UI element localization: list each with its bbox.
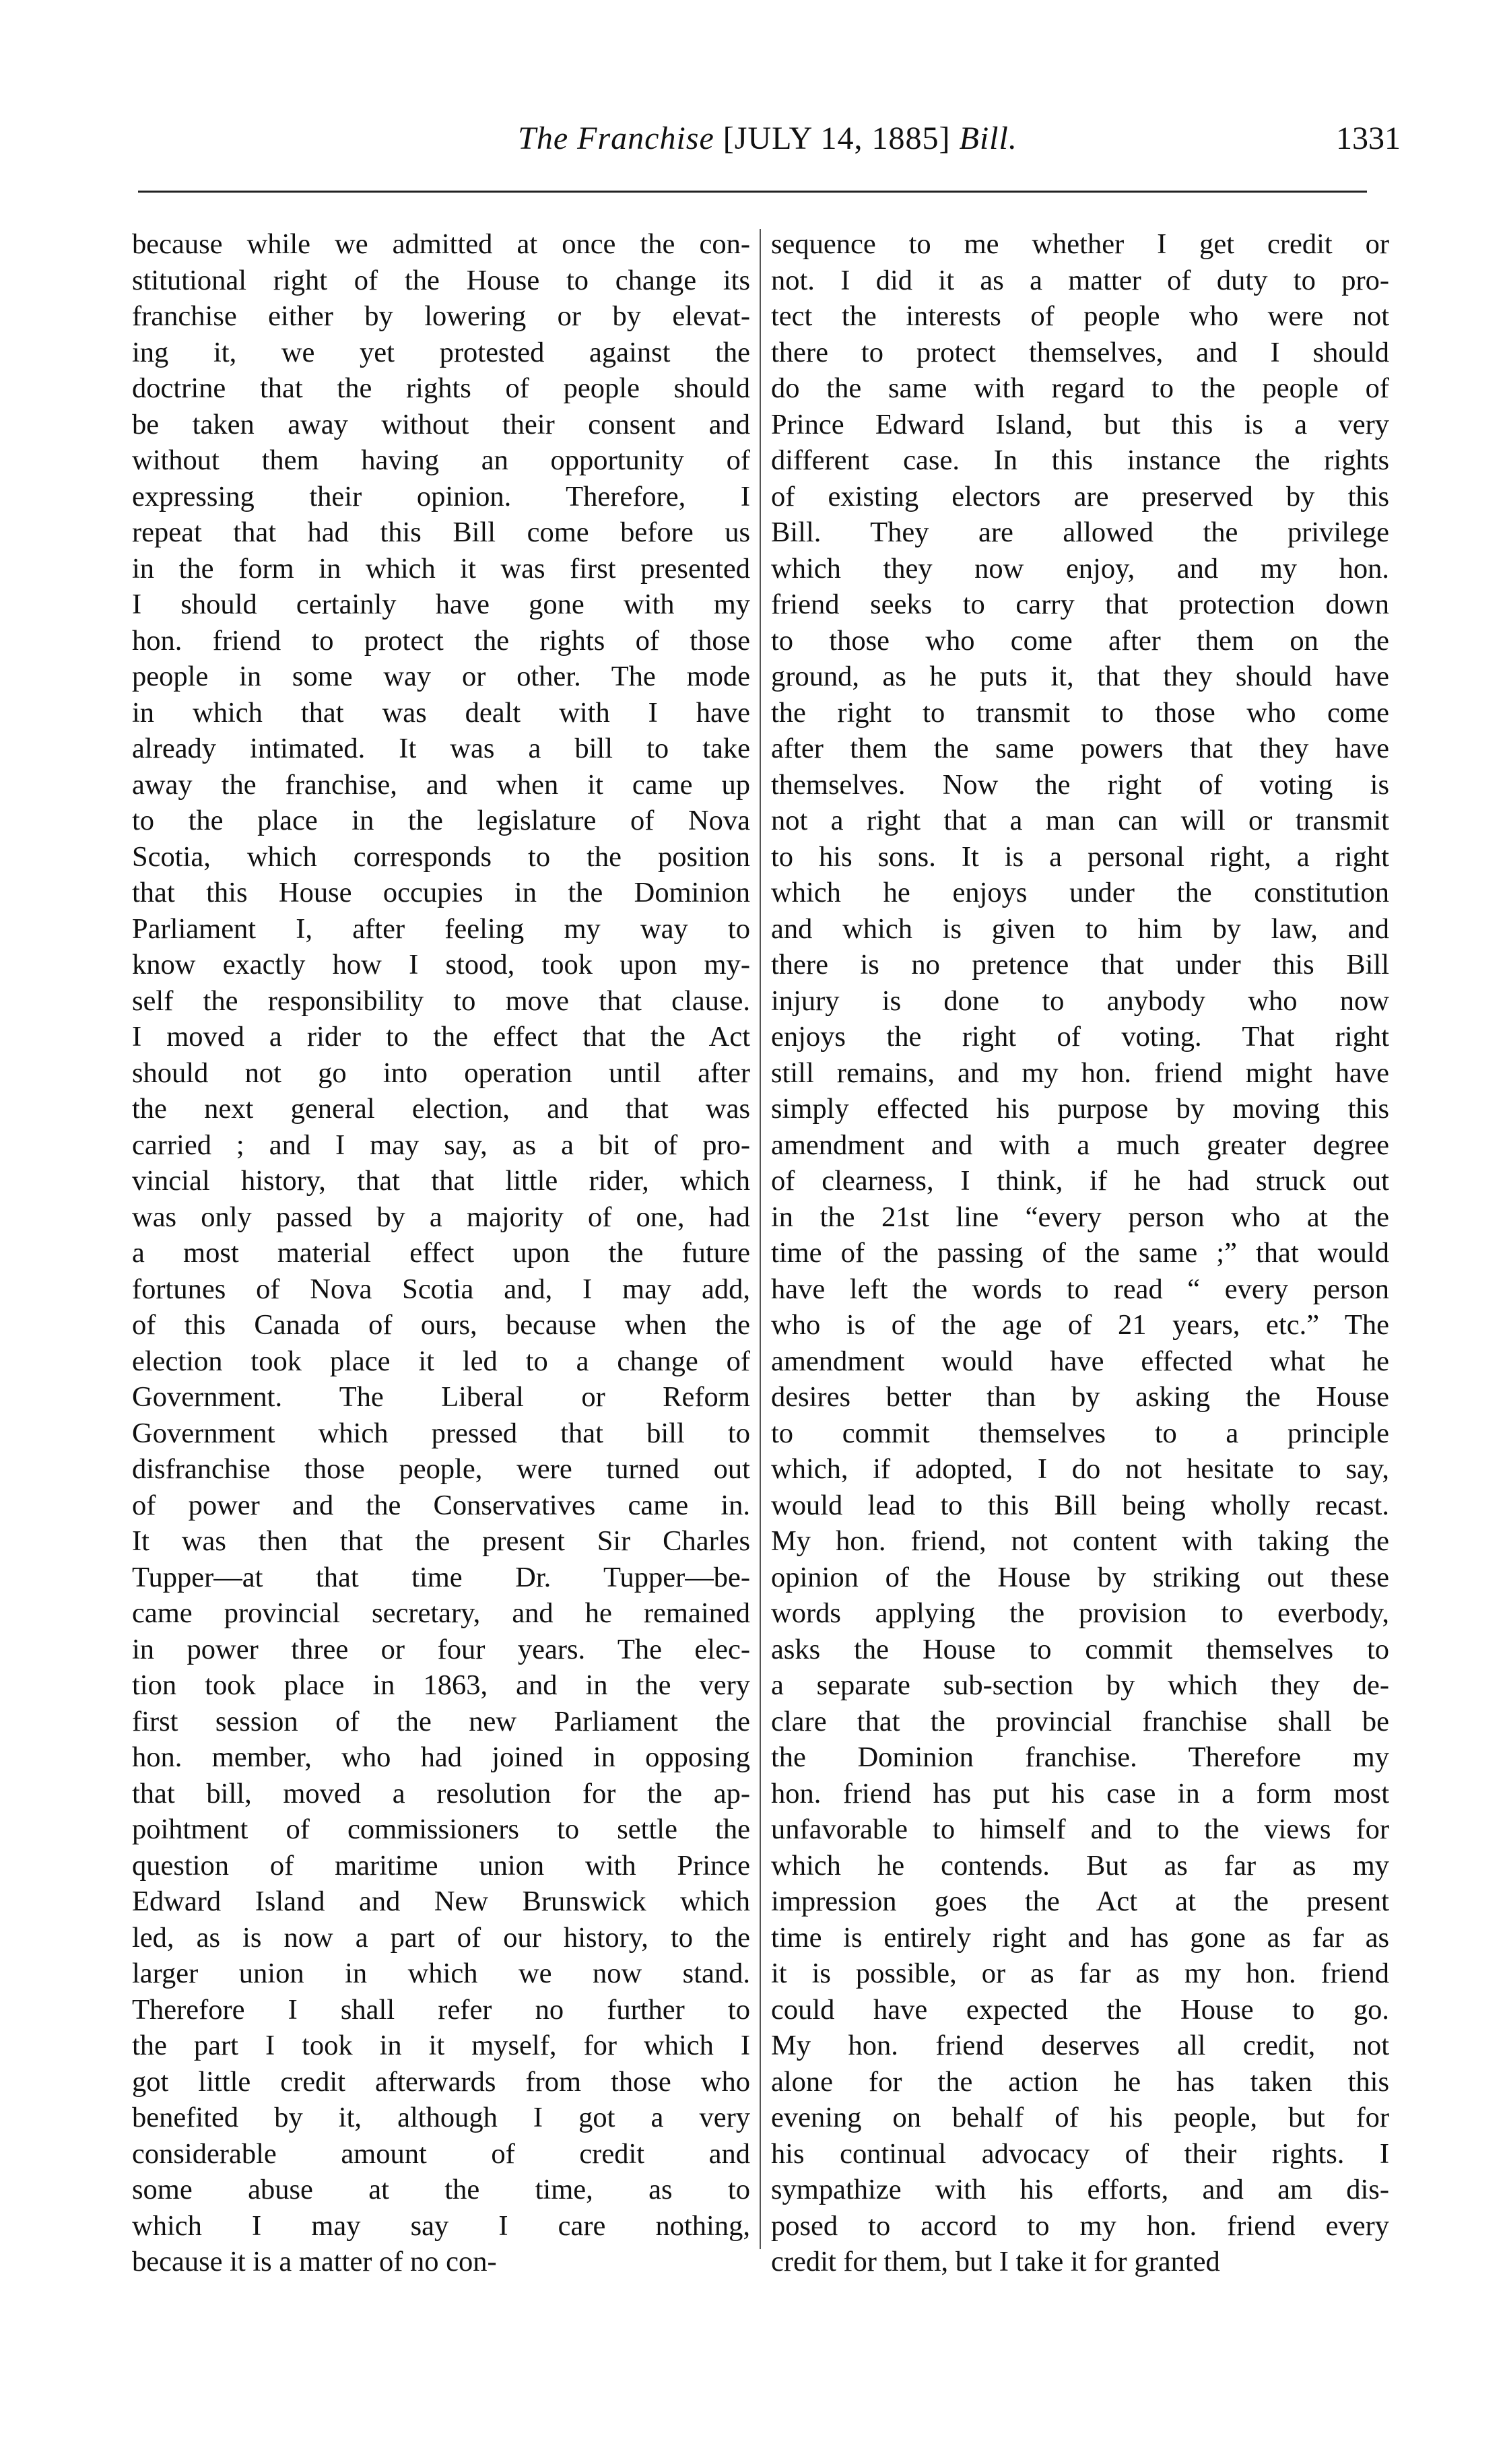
left-column-line: disfranchise those people, were turned out — [132, 1453, 750, 1485]
left-column-line: Edward Island and New Brunswick which — [132, 1886, 750, 1917]
right-column-line: desires better than by asking the House — [771, 1381, 1389, 1413]
right-column-line: still remains, and my hon. friend might have — [771, 1057, 1389, 1089]
left-column-line: It was then that the present Sir Charles — [132, 1525, 750, 1557]
left-column-line: fortunes of Nova Scotia and, I may add, — [132, 1273, 750, 1305]
right-column-line: would lead to this Bill being wholly recast. — [771, 1489, 1389, 1521]
left-column-line: election took place it led to a change of — [132, 1345, 750, 1377]
left-column-line: Government. The Liberal or Reform — [132, 1381, 750, 1413]
right-column-line: there is no pretence that under this Bill — [771, 949, 1389, 980]
column-divider — [760, 229, 761, 2249]
left-column-line: doctrine that the rights of people should — [132, 372, 750, 404]
left-column-line: led, as is now a part of our history, to the — [132, 1921, 750, 1954]
left-column-line: considerable amount of credit and — [132, 2137, 750, 2170]
left-column-line: that bill, moved a resolution for the ap- — [132, 1777, 750, 1809]
left-column-line: stitutional right of the House to change its — [132, 264, 750, 296]
right-column-line: injury is done to anybody who now — [771, 985, 1389, 1017]
left-column-line: in which that was dealt with I have — [132, 696, 750, 729]
right-column-line: in the 21st line “every person who at the — [771, 1201, 1389, 1233]
right-column-line: of clearness, I think, if he had struck out — [771, 1165, 1389, 1197]
page-header — [135, 120, 1401, 167]
right-column-line: hon. friend has put his case in a form most — [771, 1777, 1389, 1809]
left-column-line: poihtment of commissioners to settle the — [132, 1813, 750, 1845]
right-column — [771, 226, 1389, 2280]
right-column-line: after them the same powers that they have — [771, 733, 1389, 764]
left-column-line: question of maritime union with Prince — [132, 1849, 750, 1882]
left-column-line: a most material effect upon the future — [132, 1237, 750, 1269]
left-column-line: which I may say I care nothing, — [132, 2209, 750, 2242]
left-column-line: vincial history, that that little rider, which — [132, 1165, 750, 1197]
left-column-line: the next general election, and that was — [132, 1093, 750, 1125]
right-column-line: which he contends. But as far as my — [771, 1849, 1389, 1882]
left-column-line: that this House occupies in the Dominion — [132, 877, 750, 908]
right-column-line: have left the words to read “ every person — [771, 1273, 1389, 1305]
left-column-line: away the franchise, and when it came up — [132, 768, 750, 801]
left-column-line: people in some way or other. The mode — [132, 661, 750, 692]
right-column-line: to those who come after them on the — [771, 624, 1389, 657]
left-column-line: because while we admitted at once the con- — [132, 228, 750, 260]
left-column-line: of this Canada of ours, because when the — [132, 1309, 750, 1341]
left-column-line: of power and the Conservatives came in. — [132, 1489, 750, 1521]
right-column-line: tect the interests of people who were not — [771, 300, 1389, 332]
left-column-line: hon. friend to protect the rights of those — [132, 624, 750, 657]
right-column-line: to commit themselves to a principle — [771, 1417, 1389, 1449]
left-column-line: Therefore I shall refer no further to — [132, 1993, 750, 2026]
right-column-line: clare that the provincial franchise shall be — [771, 1705, 1389, 1737]
left-column-line: first session of the new Parliament the — [132, 1705, 750, 1737]
right-column-line: simply effected his purpose by moving this — [771, 1093, 1389, 1125]
right-column-line: not. I did it as a matter of duty to pro- — [771, 264, 1389, 296]
left-column — [132, 226, 750, 2280]
left-column-line: hon. member, who had joined in opposing — [132, 1741, 750, 1773]
right-column-line: sequence to me whether I get credit or — [771, 228, 1389, 260]
left-column-line: Scotia, which corresponds to the position — [132, 840, 750, 873]
right-column-line: time is entirely right and has gone as far as — [771, 1921, 1389, 1954]
right-column-line: which, if adopted, I do not hesitate to say, — [771, 1453, 1389, 1485]
running-head-date: [JULY 14, 1885] — [723, 121, 951, 156]
left-column-line: already intimated. It was a bill to take — [132, 733, 750, 764]
right-column-line: it is possible, or as far as my hon. friend — [771, 1958, 1389, 1989]
left-column-line: got little credit afterwards from those who — [132, 2065, 750, 2098]
right-column-line: My hon. friend deserves all credit, not — [771, 2030, 1389, 2061]
left-column-line: ing it, we yet protested against the — [132, 336, 750, 368]
left-column-line: I moved a rider to the effect that the Act — [132, 1021, 750, 1053]
right-column-line: posed to accord to my hon. friend every — [771, 2209, 1389, 2242]
right-column-line: evening on behalf of his people, but for — [771, 2102, 1389, 2133]
left-column-line: the part I took in it myself, for which I — [132, 2030, 750, 2061]
right-column-line: which he enjoys under the constitution — [771, 877, 1389, 908]
right-column-line: time of the passing of the same ;” that would — [771, 1237, 1389, 1269]
left-column-line: in power three or four years. The elec- — [132, 1633, 750, 1665]
left-column-line: to the place in the legislature of Nova — [132, 805, 750, 836]
left-column-line: self the responsibility to move that clause. — [132, 985, 750, 1017]
right-column-line: Prince Edward Island, but this is a very — [771, 408, 1389, 440]
right-column-line: My hon. friend, not content with taking the — [771, 1525, 1389, 1557]
right-column-line: of existing electors are preserved by this — [771, 480, 1389, 512]
right-column-line: credit for them, but I take it for granted — [771, 2246, 1220, 2277]
left-column-line: know exactly how I stood, took upon my- — [132, 949, 750, 980]
right-column-line: do the same with regard to the people of — [771, 372, 1389, 404]
left-column-line: came provincial secretary, and he remained — [132, 1597, 750, 1629]
left-column-line: expressing their opinion. Therefore, I — [132, 480, 750, 512]
right-column-line: could have expected the House to go. — [771, 1993, 1389, 2026]
right-column-line: to his sons. It is a personal right, a right — [771, 840, 1389, 873]
right-column-line: enjoys the right of voting. That right — [771, 1021, 1389, 1053]
right-column-line: themselves. Now the right of voting is — [771, 768, 1389, 801]
left-column-line: in the form in which it was first presented — [132, 552, 750, 585]
right-column-line: which they now enjoy, and my hon. — [771, 552, 1389, 585]
right-column-line: amendment and with a much greater degree — [771, 1129, 1389, 1161]
right-column-line: a separate sub-section by which they de- — [771, 1669, 1389, 1701]
left-column-line: Tupper—at that time Dr. Tupper—be- — [132, 1561, 750, 1593]
left-column-line: larger union in which we now stand. — [132, 1958, 750, 1989]
left-column-line: be taken away without their consent and — [132, 408, 750, 440]
left-column-line: tion took place in 1863, and in the very — [132, 1669, 750, 1701]
right-column-line: who is of the age of 21 years, etc.” The — [771, 1309, 1389, 1341]
left-column-line: because it is a matter of no con- — [132, 2246, 497, 2277]
right-column-line: opinion of the House by striking out these — [771, 1561, 1389, 1593]
right-column-line: asks the House to commit themselves to — [771, 1633, 1389, 1665]
left-column-line: was only passed by a majority of one, had — [132, 1201, 750, 1233]
right-column-line: ground, as he puts it, that they should have — [771, 661, 1389, 692]
right-column-line: words applying the provision to everbody, — [771, 1597, 1389, 1629]
right-column-line: not a right that a man can will or transmit — [771, 805, 1389, 836]
right-column-line: and which is given to him by law, and — [771, 912, 1389, 945]
right-column-line: Bill. They are allowed the privilege — [771, 517, 1389, 548]
running-head-bill: Bill. — [959, 121, 1017, 156]
right-column-line: there to protect themselves, and I should — [771, 336, 1389, 368]
left-column-line: benefited by it, although I got a very — [132, 2102, 750, 2133]
right-column-line: different case. In this instance the rights — [771, 444, 1389, 476]
left-column-line: carried ; and I may say, as a bit of pro- — [132, 1129, 750, 1161]
left-column-line: franchise either by lowering or by elevat- — [132, 300, 750, 332]
right-column-line: sympathize with his efforts, and am dis- — [771, 2174, 1389, 2205]
right-column-line: his continual advocacy of their rights. I — [771, 2137, 1389, 2170]
page-number: 1331 — [1336, 121, 1401, 156]
running-head — [135, 120, 1401, 157]
header-rule — [138, 191, 1367, 193]
left-column-line: I should certainly have gone with my — [132, 589, 750, 620]
left-column-line: without them having an opportunity of — [132, 444, 750, 476]
left-column-line: should not go into operation until after — [132, 1057, 750, 1089]
left-column-line: repeat that had this Bill come before us — [132, 517, 750, 548]
right-column-line: the Dominion franchise. Therefore my — [771, 1741, 1389, 1773]
left-column-line: Parliament I, after feeling my way to — [132, 912, 750, 945]
right-column-line: the right to transmit to those who come — [771, 696, 1389, 729]
right-column-line: unfavorable to himself and to the views for — [771, 1813, 1389, 1845]
left-column-line: some abuse at the time, as to — [132, 2174, 750, 2205]
right-column-line: amendment would have effected what he — [771, 1345, 1389, 1377]
right-column-line: friend seeks to carry that protection down — [771, 589, 1389, 620]
right-column-line: alone for the action he has taken this — [771, 2065, 1389, 2098]
right-column-line: impression goes the Act at the present — [771, 1886, 1389, 1917]
running-head-title: The Franchise — [518, 121, 714, 156]
left-column-line: Government which pressed that bill to — [132, 1417, 750, 1449]
